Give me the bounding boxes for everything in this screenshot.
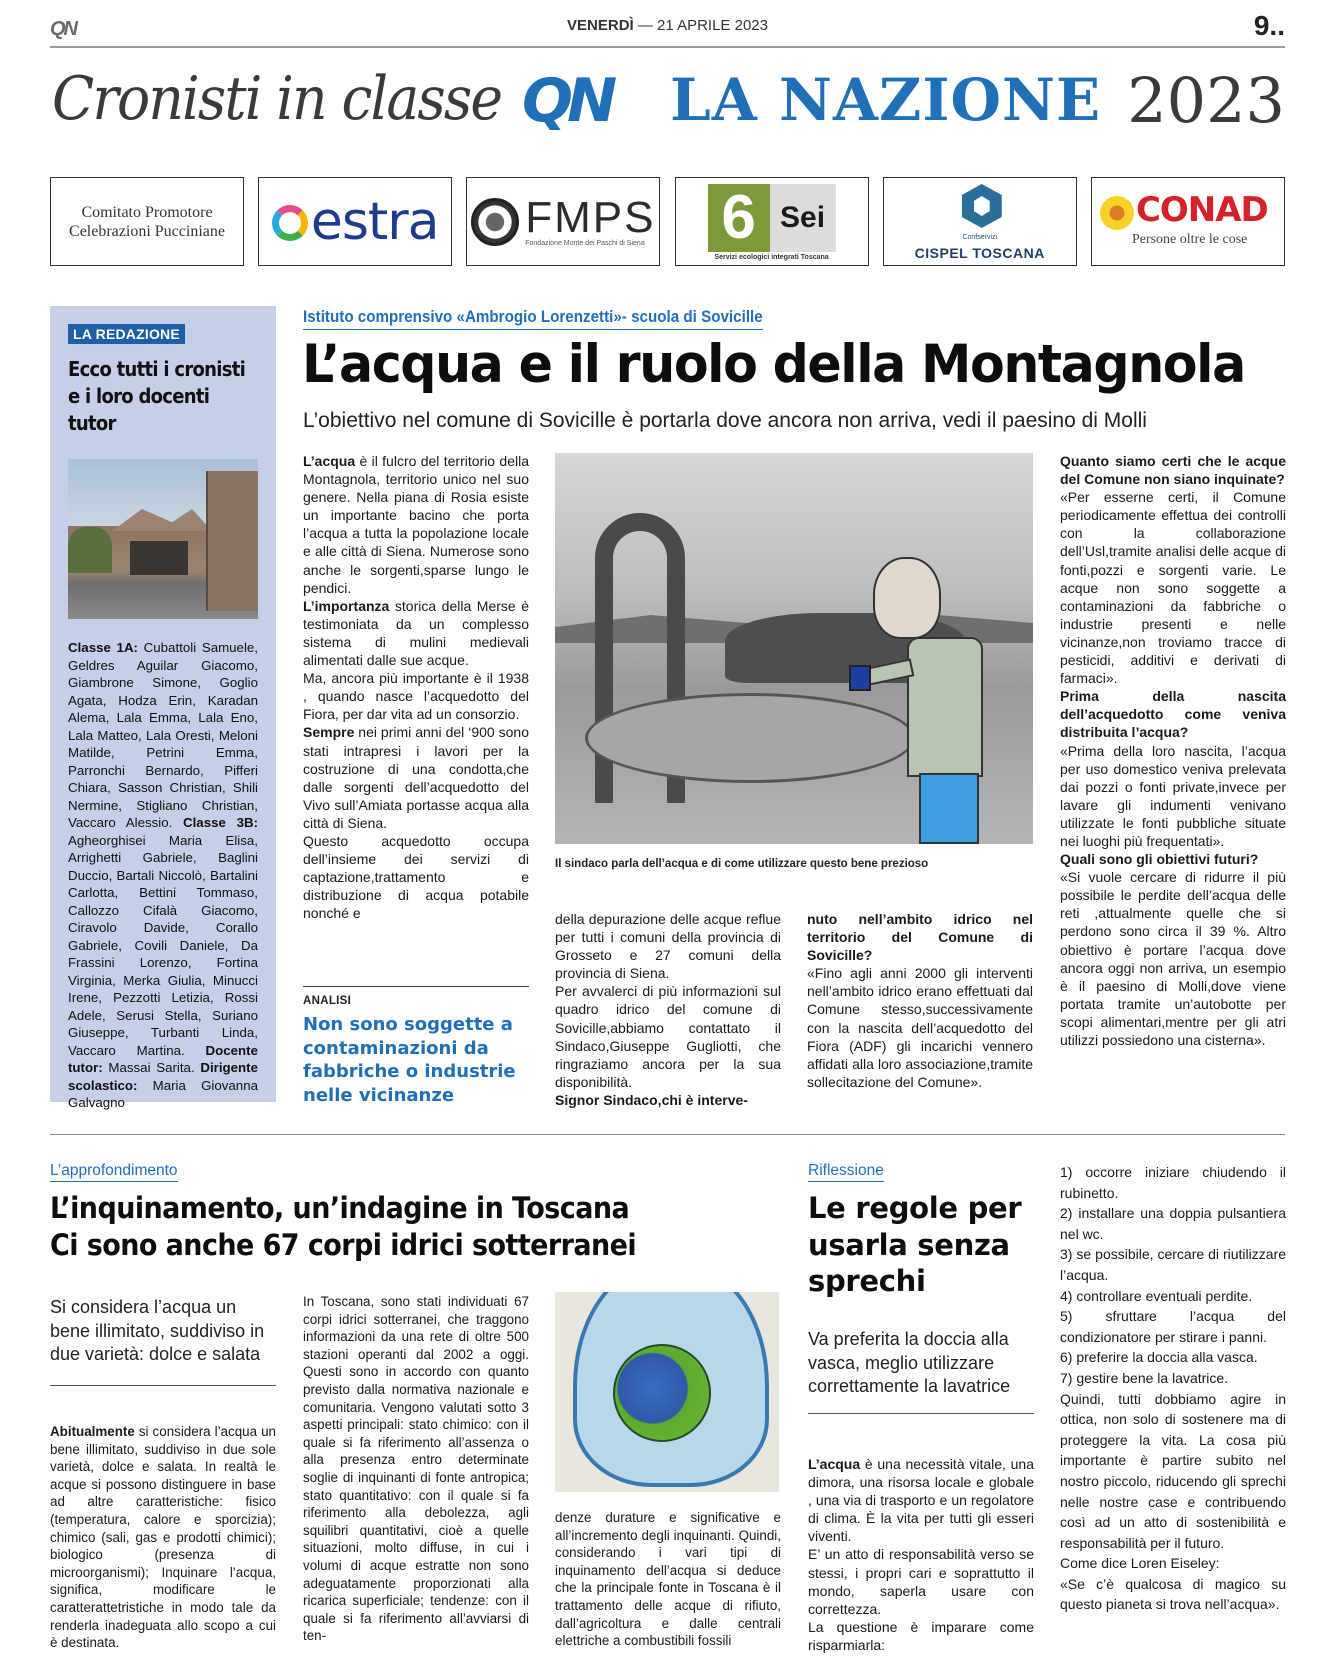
approfondimento-kicker: L’approfondimento (50, 1162, 178, 1182)
date-separator: — (633, 17, 658, 34)
quote: «Se c’è qualcosa di magico su questo pianeta si trova nell’acqua». (1060, 1575, 1286, 1613)
rule-item: 4) controllare eventuali perdite. (1060, 1287, 1253, 1304)
earth-bottle-drawing (555, 1292, 779, 1492)
sponsor-strip (50, 177, 1285, 266)
paragraph-text: si considera l’acqua un bene illimitato, suddiviso in due sole varietà, dolce e salata. In realtà le acque si possono distinguere in base ad altre caratteristiche: fisico (temperatura, calore e sporcizia); chimico (sali, gas e prodotti chimici); biologico (presenza di microorganismi); Inquinare l’acqua, significa, modificare le caratterattetristiche in modo tale da renderla inadeguata allo scopo a cui è destinata. (50, 1424, 276, 1651)
paragraph (303, 723, 529, 832)
main-article-title: L’acqua e il ruolo della Montagnola (302, 334, 1245, 395)
interview-answer: «Per esserne certi, il Comune periodicamente effettua dei controlli con la collaborazione dell’Usl,tramite analisi delle acque di fonti,pozzi e sorgenti varie. Le acque non sono soggette a contaminazioni da fabbriche o industrie presenti e nelle vicinanze,non troviamo tracce di pesticidi, additivi e derivati di farmaci». (1060, 489, 1286, 687)
analisi-title: Non sono soggette a contaminazioni da fabbriche o industrie nelle vicinanze (303, 1014, 516, 1106)
approfondimento-title (50, 1190, 636, 1264)
drawing-figure-body (907, 637, 983, 777)
question-text: Signor Sindaco,chi è interve- (555, 1091, 748, 1108)
paragraph-text: storica della Merse è testimoniata da un complesso sistema di mulini medievali alimentati dalle sue acque. (303, 597, 529, 669)
fmps-wordmark: FMPS (525, 193, 656, 242)
title-line-1: L’inquinamento, un’indagine in Toscana (50, 1191, 630, 1225)
interview-question (1060, 452, 1286, 488)
quote-intro: Come dice Loren Eiseley: (1060, 1555, 1220, 1572)
interview-question (1060, 687, 1286, 741)
paragraph (303, 597, 529, 669)
approfondimento-column-1 (50, 1423, 276, 1652)
masthead (50, 62, 1285, 142)
conad-tagline: Persone oltre le cose (1131, 232, 1248, 247)
riflessione-lead: Va preferita la doccia alla vasca, meglio utilizzare correttamente la lavatrice (808, 1328, 1034, 1414)
students-list (68, 639, 258, 1112)
question-text: Quanto siamo certi che le acque del Comune non siano inquinate? (1060, 453, 1286, 488)
paragraph-text: Ma, ancora più importante è il 1938 , quando nasce l’acquedotto del Fiora, per dar vita ad un consorzio. (303, 670, 529, 723)
paragraph (303, 832, 529, 922)
sponsor-fmps (466, 177, 660, 266)
class-1a-names: Cubattoli Samuele, Geldres Aguilar Giacomo, Giambrone Simone, Goglio Agata, Hodza Erin, Karadan Alema, Lala Emma, Lala Eno, Lala Matteo, Lala Oresti, Meloni Matilde, Petrini Emma, Parronchi Bernardo, Pifferi Chiara, Sasson Christian, Shili Nermine, Stigliano Christian, Vaccaro Alessio. (68, 640, 258, 830)
riflessione-title: Le regole per usarla senza sprechi (808, 1191, 1022, 1298)
question-text: Quali sono gli obiettivi futuri? (1060, 851, 1259, 868)
paragraph-lead: Sempre (303, 724, 355, 741)
class-3b-label: Classe 3B: (183, 815, 258, 830)
interview-answer: «Prima della loro nascita, l’acqua per uso domestico veniva prelevata dai pozzi o fonti private,invece per lavare gli indumenti venivano utilizzate le fonti pubbliche situate nei luoghi più frequentati». (1060, 742, 1286, 849)
masthead-year: 2023 (1127, 64, 1285, 137)
paragraph (50, 1423, 276, 1652)
cispel-hexagon-icon (962, 184, 1002, 228)
main-article-column-2 (555, 910, 781, 1109)
drawing-figure-head (873, 557, 941, 639)
paragraph-text: è il fulcro del territorio della Montagnola, territorio unico nel suo genere. Nella piana di Rosia esiste un importante bacino che porta l’acqua a tutta la popolazione locale e alle città di Siena. Numerose sono anche le sorgenti,sparse lungo le pendici. (303, 453, 529, 596)
photo-tree (68, 527, 112, 573)
qn-logo-small: QN (50, 18, 76, 40)
rule-item: 3) se possibile, cercare di riutilizzare l’acqua. (1060, 1246, 1286, 1283)
school-building-photo (68, 459, 258, 619)
paragraph: In Toscana, sono stati individuati 67 corpi idrici sotterranei, che traggono informazioni da una rete di oltre 500 stazioni operanti dal 2002 a oggi. Questi sono in accordo con quanto previsto dalla normativa nazionale e comunitaria. Vengono valutati sotto 3 aspetti principali: stato chimico: con il quale si fa riferimento all’assenza o alla presenza entro determinate soglie di inquinanti di fonte antropica; stato quantitativo: con il quale si fa riferimento alla debolezza, agli squilibri quantitativi, cioè a quelle situazioni, molto diffuse, in cui i volumi di acque estratte non sono adeguatamente proporzionati alla ricarica superficiale; tendenze: con il quale si fa riferimento all’avviarsi di ten- (303, 1294, 529, 1644)
class-1a-label: Classe 1A: (68, 640, 138, 655)
paragraph: Per avvalerci di più informazioni sul quadro idrico del comune di Sovicille,abbiamo contattato il Sindaco,Giuseppe Gugliotti, che ringraziamo ancora per la sua disponibilità. (555, 983, 781, 1090)
weekday: VENERDÌ (567, 17, 634, 34)
dirigente-label: Dirigente scolastico: (68, 1060, 258, 1093)
cispel-confservizi: Confservizi (962, 234, 998, 241)
photo-roof (112, 509, 212, 531)
rule-item: 1) occorre iniziare chiudendo il rubinetto. (1060, 1164, 1286, 1201)
paragraph: della depurazione delle acque reflue per tutti i comuni della provincia di Grosseto e 27 comuni della provincia di Siena. (555, 911, 781, 982)
approfondimento-lead: Si considera l’acqua un bene illimitato, suddiviso in due varietà: dolce e salata (50, 1296, 276, 1386)
paragraph-text: è una necessità vitale, una dimora, una risorsa locale e globale , una via di trasporto e un regolatore di clima. È la vita per tutti gli esseri viventi. (808, 1456, 1034, 1545)
rule-item: 5) sfruttare l’acqua del condizionatore per stirare i panni. (1060, 1308, 1286, 1345)
mayor-drawing-photo (555, 453, 1033, 844)
cronisti-in-classe-title: Cronisti in classe (52, 64, 502, 134)
sponsor-conad (1091, 177, 1285, 266)
photo-caption: Il sindaco parla dell’acqua e di come utilizzare questo bene prezioso (555, 858, 929, 870)
question-text: Prima della nascita dell’acquedotto come veniva distribuita l’acqua? (1060, 688, 1286, 741)
paragraph-lead: Abitualmente (50, 1424, 135, 1439)
section-divider (50, 1134, 1285, 1135)
sei-subtitle: Servizi ecologici integrati Toscana (714, 254, 829, 261)
sponsor-comitato-pucciniane (50, 177, 244, 266)
question-text: nuto nell’ambito idrico nel territorio del Comune di Sovicille? (807, 911, 1033, 964)
rule-item: 7) gestire bene la lavatrice. (1060, 1369, 1229, 1386)
qn-logo: QN (522, 66, 612, 136)
sponsor-cispel (883, 177, 1077, 266)
estra-logo (272, 192, 439, 252)
paragraph-lead: L’acqua (808, 1456, 861, 1472)
redazione-badge: LA REDAZIONE (68, 324, 185, 344)
main-article-column-1 (303, 452, 529, 922)
analisi-box (303, 986, 529, 1107)
rule-item: 6) preferire la doccia alla vasca. (1060, 1349, 1258, 1366)
paragraph: La questione è imparare come risparmiarla: (808, 1618, 1034, 1653)
interview-question (555, 1091, 781, 1109)
estra-wordmark: estra (310, 191, 439, 252)
paragraph: denze durature e significative e all’incremento degli inquinanti. Quindi, considerando i vari tipi di inquinamento dell’acqua si deduce che la principale fonte in Toscana è il trattamento delle acque di rifiuto, dall’agricoltura e dalle centrali elettriche a combustibili fossili (555, 1510, 781, 1649)
conad-wordmark: CONAD (1135, 190, 1268, 230)
riflessione-column-2 (1060, 1162, 1286, 1615)
paragraph-text: nei primi anni del ‘900 sono stati intrapresi i lavori per la costruzione di una condotta,che dalle sorgenti dell’acquedotto del Vivo sull’Amiata portasse acqua alla città di Siena. (303, 724, 529, 831)
tutor-label: Docente tutor: (68, 1042, 258, 1075)
rule-item: 2) installare una doppia pulsantiera nel wc. (1060, 1205, 1286, 1242)
main-article-column-4 (1060, 452, 1286, 1049)
main-article-column-3 (807, 910, 1033, 1091)
riflessione-column-1 (808, 1455, 1034, 1654)
photo-fountain (585, 693, 915, 783)
paragraph-text: Questo acquedotto occupa dell’insieme dei servizi di captazione,trattamento e distribuzione di acqua potabile nonché e (303, 832, 529, 922)
fmps-seal-icon (471, 198, 519, 246)
sei-wordmark: Sei (770, 184, 836, 252)
comitato-line2: Celebrazioni Pucciniane (69, 222, 225, 240)
page-number: 9.. (1253, 10, 1285, 41)
estra-ring-icon (272, 205, 308, 241)
drawing-water-cup (849, 665, 871, 691)
approfondimento-column-2 (303, 1293, 529, 1645)
photo-building-wing (206, 471, 258, 611)
comitato-logo-text (69, 203, 225, 241)
class-3b-names: Agheorghisei Maria Elisa, Arrighetti Gabriele, Baglini Duccio, Bartali Niccolò, Bartalini Carlotta, Bettini Tommaso, Callozzo Cifalà Giacomo, Ciravolo Davide, Corallo Gabriele, Covili Daniele, Da Frassini Lorenzo, Fortina Virginia, Merka Giulia, Minucci Irene, Pezzotti Letizia, Rossi Adele, Serusi Stella, Suriano Giuseppe, Turbanti Linda, Vaccaro Martina. (68, 832, 258, 1058)
closing-paragraph: Quindi, tutti dobbiamo agire in ottica, non solo di sostenere ma di proteggere la vita. La cosa più importante è partire subito nel nostro piccolo, riducendo gli sprechi nelle nostre case e contribuendo così ad un atto di sostenibilità e responsabilità per il futuro. (1060, 1390, 1286, 1551)
paragraph-lead: L’acqua (303, 453, 356, 469)
approfondimento-column-3 (555, 1509, 781, 1650)
analisi-label: ANALISI (303, 995, 352, 1007)
dateline (50, 17, 1285, 34)
dirigente-name: Maria Giovanna Galvagno (68, 1077, 258, 1110)
interview-answer: «Si vuole cercare di ridurre il più possibile le perdite dell’acqua delle reti ,attualmente quelle che si perdono sono circa il 39 %. Altro obiettivo è portare l’acqua dove ancora oggi non arriva, un esempio è il paesino di Molli,dove viene portata tramite un’autobotte per scopi alimentari,mentre per gli atri utilizzi possiedono una cisterna». (1060, 869, 1286, 1048)
cispel-wordmark: CISPEL TOSCANA (914, 245, 1045, 261)
photo-entrance (130, 541, 188, 575)
page-header (50, 8, 1285, 48)
sponsor-sei (675, 177, 869, 266)
sidebar-title: Ecco tutti i cronisti e i loro docenti tutor (68, 357, 246, 435)
conad-flower-icon (1100, 196, 1134, 230)
main-article-kicker: Istituto comprensivo «Ambrogio Lorenzetti»- scuola di Sovicille (303, 308, 763, 330)
riflessione-kicker: Riflessione (808, 1162, 884, 1182)
paragraph-lead: L’importanza (303, 597, 390, 614)
paragraph (303, 669, 529, 723)
interview-question (1060, 850, 1286, 868)
la-nazione-logo: LA NAZIONE (670, 66, 1102, 134)
sponsor-estra (258, 177, 452, 266)
tutor-name: Massai Sarita. (102, 1060, 201, 1075)
fmps-subtitle: Fondazione Monte dei Paschi di Siena (525, 240, 645, 247)
interview-answer: «Fino agli anni 2000 gli interventi nell’ambito idrico erano effettuati dal Comune stesso,successivamente con la nascita dell’acquedotto del Fiora (ADF) gli incarichi vennero affidati alla loro associazione,tramite sollecitazione del Comune». (807, 965, 1033, 1090)
earth-globe-icon (613, 1344, 711, 1442)
comitato-line1: Comitato Promotore (81, 203, 213, 221)
sei-digit-logo: 6 (708, 184, 770, 252)
fmps-logo (471, 193, 656, 247)
interview-question (807, 910, 1033, 964)
paragraph: E’ un atto di responsabilità verso se stessi, i propri cari e soprattutto il mondo, saperla usare con correttezza. (808, 1546, 1034, 1617)
title-line-2: Ci sono anche 67 corpi idrici sotterranei (50, 1228, 637, 1262)
date: 21 APRILE 2023 (657, 17, 768, 34)
paragraph (808, 1455, 1034, 1545)
redazione-sidebar (50, 306, 276, 1110)
drawing-figure-legs (919, 773, 979, 844)
paragraph (303, 452, 529, 597)
main-article-subtitle: L’obiettivo nel comune di Sovicille è portarla dove ancora non arriva, vedi il paesino di Molli (303, 409, 1147, 432)
